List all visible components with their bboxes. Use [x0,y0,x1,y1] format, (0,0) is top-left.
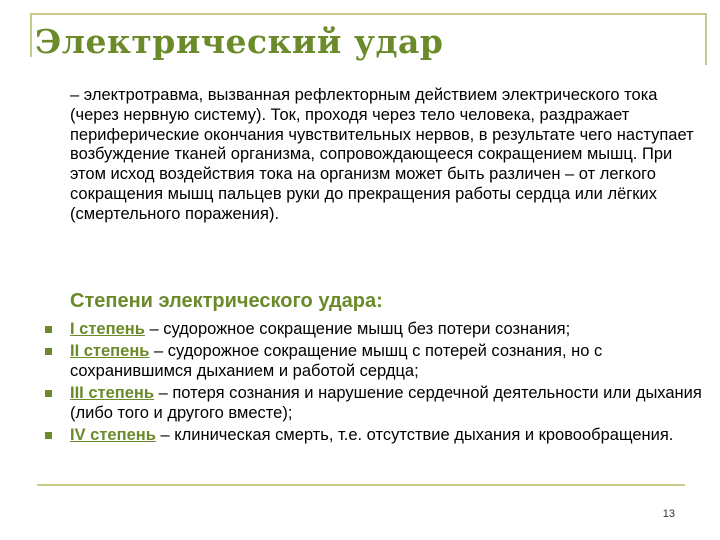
degree-list [45,320,705,449]
degree-text: – судорожное сокращение мышц с потерей сознания, но с сохранившимся дыханием и работой сердца; [70,342,603,381]
section-heading: Степени электрического удара: [70,290,383,312]
degree-item-2 [45,342,705,382]
square-bullet-icon [45,390,52,397]
degree-label: II степень [70,342,150,361]
degree-label: I степень [70,320,145,338]
frame-gap [30,57,34,65]
definition-paragraph: – электротравма, вызванная рефлекторным действием электрического тока (через нервную систему). Ток, проходя через тело человека, раздражает периферические окончания чувствительных нервов, в результате чего наступает возбуждение тканей организма, сопровождающееся сокращением мышц. При этом исход воздействия тока на организм может быть различен – от легкого сокращения мышц пальцев руки до прекращения работы сердца или лёгких (смертельного поражения). [70,86,694,223]
footer-divider [37,484,685,486]
degree-text: – потеря сознания и нарушение сердечной деятельности или дыхания (либо того и другого вместе); [70,384,702,423]
square-bullet-icon [45,432,52,439]
degree-item-3 [45,384,705,424]
degree-item-4 [45,426,705,446]
degree-item-1 [45,320,705,340]
degree-label: III степень [70,384,155,403]
square-bullet-icon [45,326,52,333]
page-number: 13 [662,508,675,520]
slide-title: Электрический удар [35,22,444,61]
degree-label: IV степень [70,426,156,445]
square-bullet-icon [45,348,52,355]
degree-text: – клиническая смерть, т.е. отсутствие дыхания и кровообращения. [155,426,674,445]
degree-text: – судорожное сокращение мышц без потери сознания; [144,320,571,338]
